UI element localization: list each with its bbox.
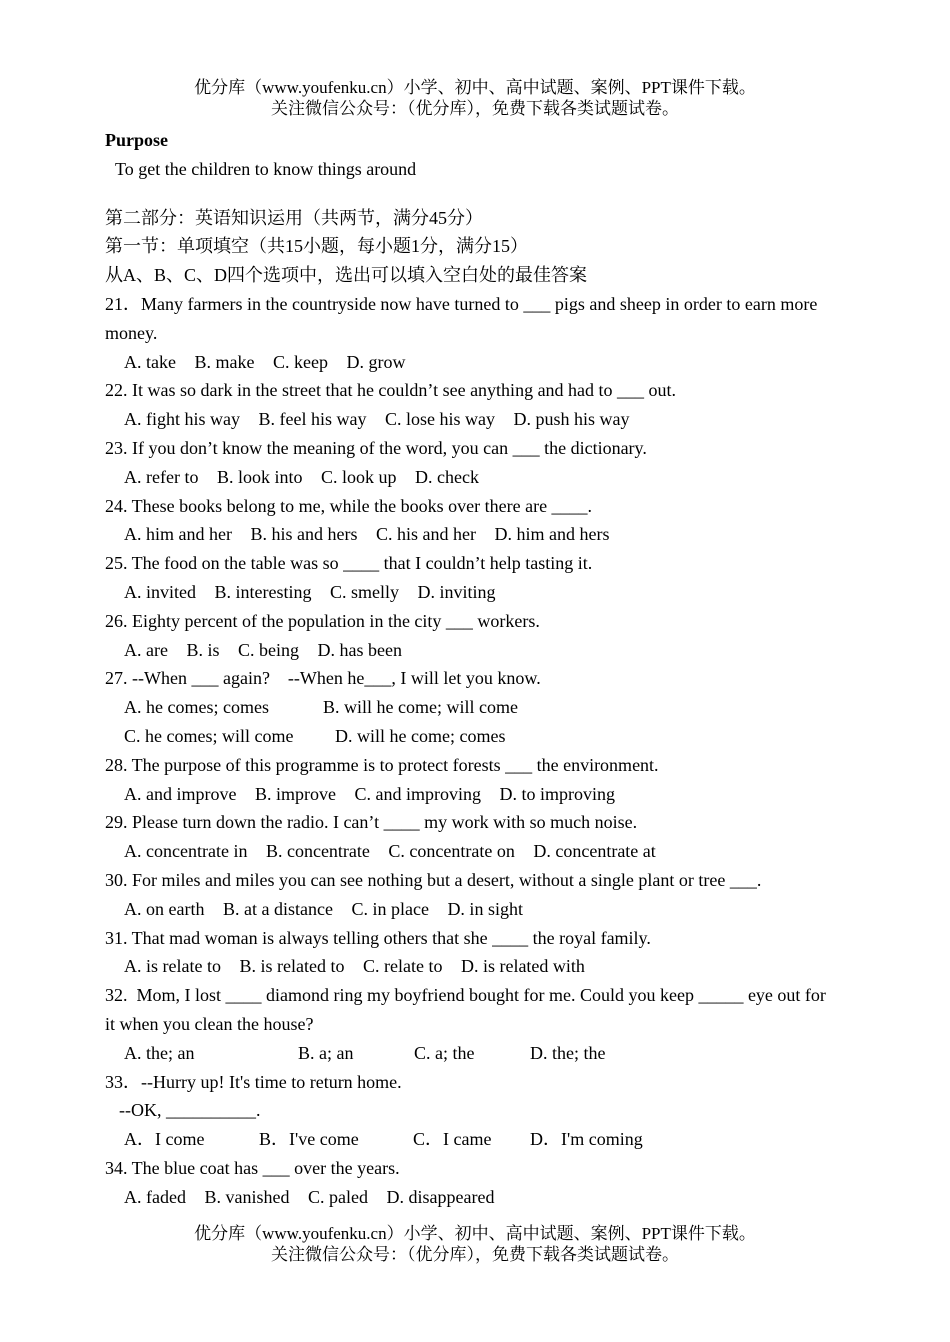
question-24-options <box>105 520 835 549</box>
option-b: B. make <box>194 351 255 372</box>
option-d: D. disappeared <box>386 1186 495 1207</box>
option-d: D. in sight <box>447 898 523 919</box>
option-b: B. is related to <box>239 956 345 977</box>
option-b: B. his and hers <box>250 524 358 545</box>
option-b: B. look into <box>216 466 303 487</box>
option-c: C. smelly <box>330 581 400 602</box>
option-c: C. in place <box>351 898 429 919</box>
option-b: B. will he come; will come <box>323 697 518 718</box>
option-a: A. take <box>124 351 176 372</box>
question-26-options <box>105 636 835 665</box>
header-watermark <box>0 77 950 119</box>
section-gap <box>105 184 835 204</box>
option-a: A. faded <box>124 1186 186 1207</box>
option-c: C. keep <box>272 351 328 372</box>
option-c: C. he comes; will come <box>124 725 294 746</box>
question-23-options <box>105 463 835 492</box>
option-a: A. refer to <box>124 466 199 487</box>
question-32-options <box>105 1039 835 1068</box>
question-25-options <box>105 578 835 607</box>
question-34-options <box>105 1183 835 1212</box>
option-c: C. being <box>238 639 299 660</box>
question-25: 25. The food on the table was so ____ that I couldn’t help tasting it. <box>105 553 593 574</box>
question-28: 28. The purpose of this programme is to protect forests ___ the environment. <box>105 754 659 775</box>
question-33-options <box>105 1125 835 1154</box>
option-d: D. concentrate at <box>533 841 656 862</box>
question-29-options <box>105 837 835 866</box>
option-a: A. is relate to <box>124 956 221 977</box>
option-d: D. has been <box>317 639 402 660</box>
option-d: D. him and hers <box>494 524 610 545</box>
question-33: 33．--Hurry up! It's time to return home. <box>105 1071 402 1092</box>
option-d: D. is related with <box>460 956 585 977</box>
option-d: D. grow <box>346 351 406 372</box>
question-21: 21．Many farmers in the countryside now have turned to ___ pigs and sheep in order to earn more money. <box>105 293 818 343</box>
purpose-heading: Purpose <box>105 130 168 150</box>
question-32: 32. Mom, I lost ____ diamond ring my boyfriend bought for me. Could you keep _____ eye out for it when you clean the house? <box>105 985 831 1034</box>
question-29: 29. Please turn down the radio. I can’t ____ my work with so much noise. <box>105 812 638 833</box>
document-body <box>105 126 835 1211</box>
option-c: C. his and her <box>375 524 476 545</box>
option-d: D. inviting <box>417 581 496 602</box>
question-22-options <box>105 405 835 434</box>
option-b: B. concentrate <box>265 841 370 862</box>
option-a: A．I come <box>124 1129 205 1150</box>
option-a: A. are <box>124 639 168 660</box>
question-27-options-row-2 <box>105 722 835 751</box>
option-a: A. and improve <box>124 783 237 804</box>
option-d: D. will he come; comes <box>335 725 506 746</box>
question-31: 31. That mad woman is always telling others that she ____ the royal family. <box>105 927 651 948</box>
question-23: 23. If you don’t know the meaning of the word, you can ___ the dictionary. <box>105 437 647 458</box>
option-d: D．I'm coming <box>530 1129 643 1150</box>
question-31-options <box>105 952 835 981</box>
option-d: D. to improving <box>499 783 615 804</box>
footer-watermark <box>0 1223 950 1265</box>
option-c: C．I came <box>413 1129 492 1150</box>
option-d: D. check <box>415 466 479 487</box>
question-30-options <box>105 895 835 924</box>
option-c: C. look up <box>320 466 397 487</box>
question-27-options-row-1 <box>105 693 835 722</box>
option-c: C. concentrate on <box>388 841 515 862</box>
option-b: B. a; an <box>298 1042 354 1063</box>
option-a: A. him and her <box>124 524 232 545</box>
option-b: B．I've come <box>259 1129 359 1150</box>
option-c: C. lose his way <box>384 409 495 430</box>
option-a: A. he comes; comes <box>124 697 269 718</box>
section-title: 第二部分：英语知识运用（共两节，满分45分） <box>105 207 483 228</box>
watermark-line-2: 关注微信公众号：（优分库），免费下载各类试题试卷。 <box>271 99 679 118</box>
option-c: C. and improving <box>354 783 481 804</box>
watermark-line-1: 优分库（www.youfenku.cn）小学、初中、高中试题、案例、PPT课件下载。 <box>194 1224 756 1243</box>
question-30: 30. For miles and miles you can see nothing but a desert, without a single plant or tree ___. <box>105 869 762 890</box>
option-d: D. the; the <box>530 1042 606 1063</box>
option-b: B. at a distance <box>222 898 333 919</box>
question-22: 22. It was so dark in the street that he couldn’t see anything and had to ___ out. <box>105 380 677 401</box>
question-33-reply: --OK, __________. <box>119 1100 261 1121</box>
option-c: C. relate to <box>362 956 443 977</box>
option-a: A. concentrate in <box>124 841 248 862</box>
purpose-text: To get the children to know things around <box>115 158 417 179</box>
watermark-line-1: 优分库（www.youfenku.cn）小学、初中、高中试题、案例、PPT课件下载。 <box>194 78 756 97</box>
option-a: A. invited <box>124 581 196 602</box>
section-instruction: 从A、B、C、D四个选项中，选出可以填入空白处的最佳答案 <box>105 265 588 286</box>
option-b: B. vanished <box>204 1186 290 1207</box>
watermark-line-2: 关注微信公众号：（优分库），免费下载各类试题试卷。 <box>271 1245 679 1264</box>
question-34: 34. The blue coat has ___ over the years. <box>105 1157 400 1178</box>
option-b: B. is <box>186 639 220 660</box>
section-subtitle: 第一节：单项填空（共15小题，每小题1分，满分15） <box>105 236 528 257</box>
question-27: 27. --When ___ again? --When he___, I will let you know. <box>105 668 541 689</box>
option-b: B. improve <box>254 783 336 804</box>
question-24: 24. These books belong to me, while the books over there are ____. <box>105 495 593 516</box>
option-b: B. interesting <box>214 581 312 602</box>
option-c: C. a; the <box>414 1042 475 1063</box>
option-a: A. the; an <box>124 1042 195 1063</box>
option-a: A. fight his way <box>124 409 240 430</box>
question-21-options <box>105 348 835 377</box>
option-c: C. paled <box>307 1186 368 1207</box>
question-26: 26. Eighty percent of the population in the city ___ workers. <box>105 610 540 631</box>
option-d: D. push his way <box>513 409 630 430</box>
option-a: A. on earth <box>124 898 205 919</box>
option-b: B. feel his way <box>258 409 367 430</box>
question-28-options <box>105 780 835 809</box>
